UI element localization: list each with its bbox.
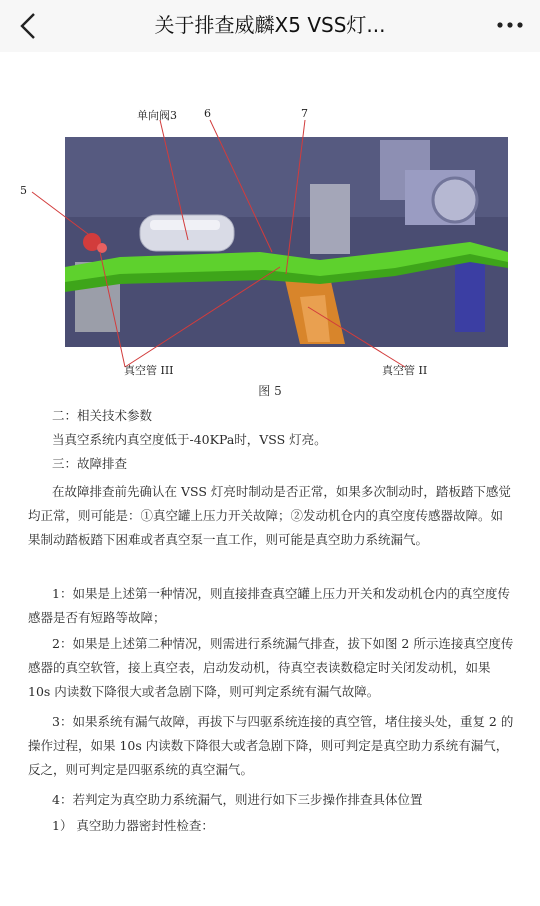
figure-caption: 图 5: [258, 384, 282, 398]
chevron-left-icon: [14, 8, 46, 44]
label-6: 6: [204, 107, 211, 120]
paragraph-1: 在故障排查前先确认在 VSS 灯亮时制动是否正常，如果多次制动时，踏板踏下感觉均正常，则可能是：①真空罐上压力开关故障；②发动机仓内的真空度传感器故障。如果制动踏板踏下困难或者真空泵一直工作，则可能是真空助力系统漏气。: [28, 484, 511, 547]
section-heading-3: 三：故障排查: [52, 456, 128, 471]
more-button[interactable]: [492, 10, 528, 40]
label-7: 7: [301, 107, 308, 120]
paragraph-3: 2：如果是上述第二种情况，则需进行系统漏气排查，拔下如图 2 所示连接真空度传感器的真空软管，接上真空表，启动发动机，待真空表读数稳定时关闭发动机，如果 10s 内读数下降很大或者急剧下降，则可判定系统有漏气故障。: [28, 636, 514, 699]
figure-5: [0, 52, 540, 402]
label-5: 5: [20, 184, 27, 197]
paragraph-2: 1：如果是上述第一种情况，则直接排查真空罐上压力开关和发动机仓内的真空度传感器是否有短路等故障；: [28, 586, 510, 625]
paragraph-5: 4：若判定为真空助力系统漏气，则进行如下三步操作排查具体位置: [52, 792, 423, 807]
back-button[interactable]: [14, 8, 46, 44]
section-heading-2: 二：相关技术参数: [52, 408, 153, 423]
param-text: 当真空系统内真空度低于-40KPa时，VSS 灯亮。: [52, 432, 327, 447]
page-title: 关于排查威麟X5 VSS灯...: [154, 13, 386, 37]
label-check-valve: 单向阀3: [137, 109, 177, 122]
top-bar: [0, 0, 540, 52]
more-dots-icon: [492, 10, 528, 40]
label-pipe-3: 真空管 III: [124, 364, 174, 377]
paragraph-4: 3：如果系统有漏气故障，再拔下与四驱系统连接的真空管，堵住接头处，重复 2 的操作过程，如果 10s 内读数下降很大或者急剧下降，则可判定是真空助力系统有漏气，反之，则可判定是四驱系统的真空漏气。: [28, 714, 514, 777]
vacuum-system-diagram: [0, 52, 540, 382]
label-pipe-2: 真空管 II: [382, 364, 428, 377]
paragraph-6: 1） 真空助力器密封性检查：: [52, 818, 214, 833]
